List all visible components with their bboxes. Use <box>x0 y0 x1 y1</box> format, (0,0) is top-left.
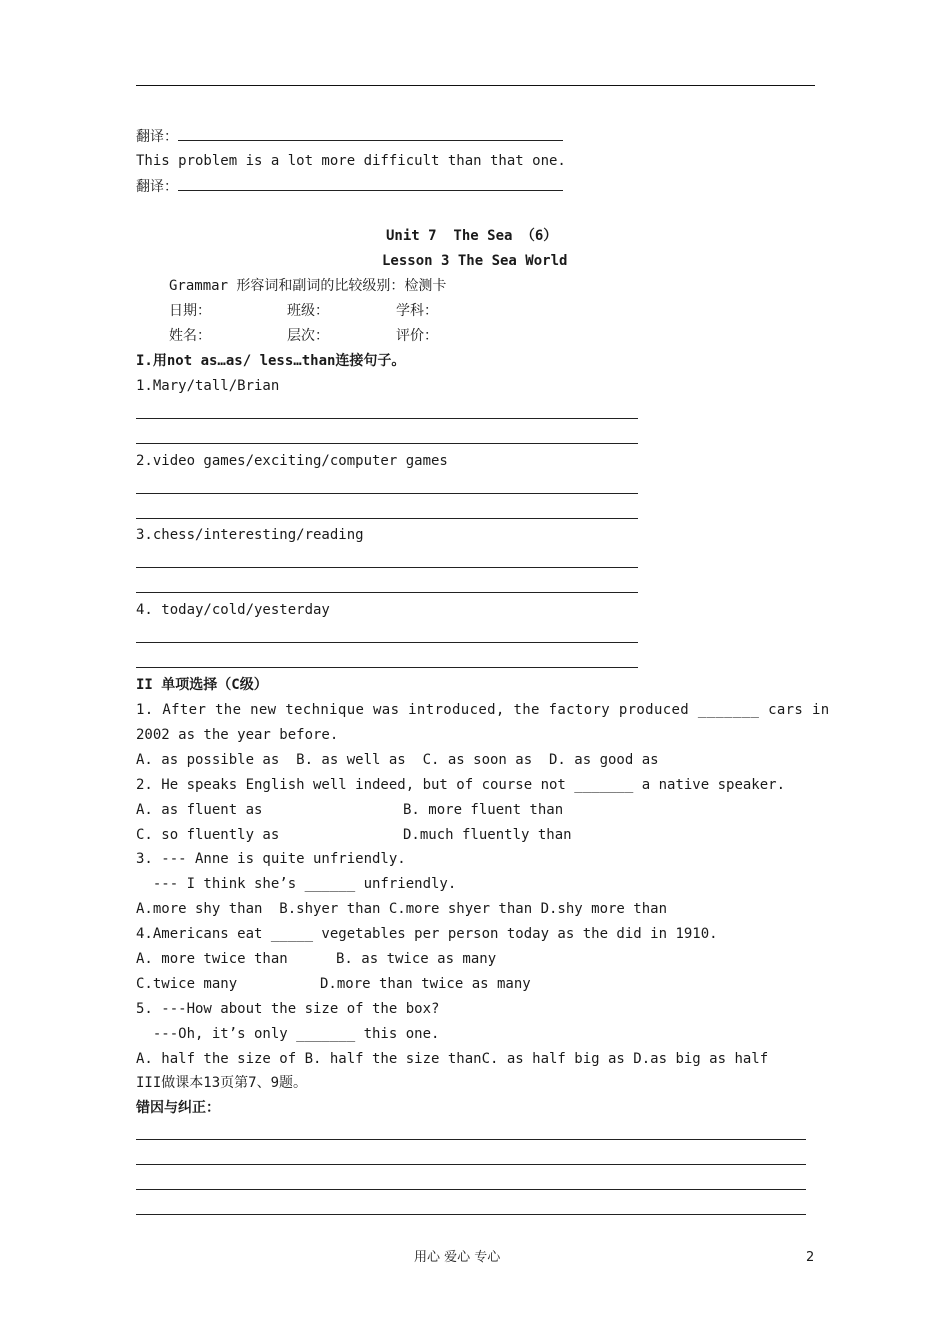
grammar-line: Grammar 形容词和副词的比较级别：检测卡 <box>169 278 447 294</box>
lesson-title: Lesson 3 The Sea World <box>382 253 568 269</box>
question-1-cont: 2002 as the year before. <box>136 727 339 743</box>
option-a: A. more twice than <box>136 951 288 967</box>
question-2: 2. He speaks English well indeed, but of course not _______ a native speaker. <box>136 777 786 793</box>
errors-title: 错因与纠正： <box>136 1100 220 1116</box>
translation-row-2 <box>136 176 563 197</box>
option-d: D.much fluently than <box>403 827 572 843</box>
correction-line[interactable] <box>136 1164 806 1165</box>
translation-blank[interactable] <box>178 176 563 191</box>
option-a: A. as fluent as <box>136 802 263 818</box>
question-5-reply: ---Oh, it’s only _______ this one. <box>136 1026 440 1042</box>
footer-motto: 用心 爱心 专心 <box>414 1250 501 1265</box>
correction-line[interactable] <box>136 1139 806 1140</box>
evaluation-label: 评价： <box>396 328 438 344</box>
option-c: C.twice many <box>136 976 238 992</box>
question-3-options: A.more shy than B.shyer than C.more shyer than D.shy more than <box>136 901 668 917</box>
option-d: D.more than twice as many <box>320 976 531 992</box>
correction-line[interactable] <box>136 1214 806 1215</box>
translation-blank[interactable] <box>178 126 563 141</box>
question-5-options: A. half the size of B. half the size thanC. as half big as D.as big as half <box>136 1051 769 1067</box>
date-label: 日期： <box>169 303 211 319</box>
answer-line[interactable] <box>136 642 638 643</box>
translation-sentence: This problem is a lot more difficult than that one. <box>136 153 566 169</box>
class-label: 班级： <box>287 303 329 319</box>
option-c: C. so fluently as <box>136 827 280 843</box>
answer-line[interactable] <box>136 567 638 568</box>
answer-line[interactable] <box>136 493 638 494</box>
question-5: 5. ---How about the size of the box? <box>136 1001 440 1017</box>
translation-label: 翻译： <box>136 179 178 195</box>
section1-item: 3.chess/interesting/reading <box>136 527 364 543</box>
section1-title: I.用not as…as/ less…than连接句子。 <box>136 353 406 369</box>
page-number: 2 <box>806 1250 815 1265</box>
correction-line[interactable] <box>136 1189 806 1190</box>
name-label: 姓名： <box>169 328 211 344</box>
section3-title: III做课本13页第7、9题。 <box>136 1075 308 1091</box>
question-3-reply: --- I think she’s ______ unfriendly. <box>136 876 457 892</box>
option-b: B. as twice as many <box>336 951 497 967</box>
translation-row-1 <box>136 126 563 147</box>
question-4: 4.Americans eat _____ vegetables per person today as the did in 1910. <box>136 926 718 942</box>
answer-line[interactable] <box>136 443 638 444</box>
level-label: 层次： <box>287 328 329 344</box>
subject-label: 学科： <box>396 303 438 319</box>
section2-title: II 单项选择（C级） <box>136 677 268 693</box>
section1-item: 2.video games/exciting/computer games <box>136 453 448 469</box>
unit-title: Unit 7 The Sea （6） <box>386 228 558 244</box>
question-1: 1. After the new technique was introduced, the factory produced _______ cars in <box>136 702 830 718</box>
answer-line[interactable] <box>136 667 638 668</box>
answer-line[interactable] <box>136 518 638 519</box>
question-1-options: A. as possible as B. as well as C. as soon as D. as good as <box>136 752 659 768</box>
section1-item: 1.Mary/tall/Brian <box>136 378 280 394</box>
section1-item: 4. today/cold/yesterday <box>136 602 330 618</box>
option-b: B. more fluent than <box>403 802 564 818</box>
answer-line[interactable] <box>136 592 638 593</box>
header-rule <box>136 85 815 86</box>
question-3: 3. --- Anne is quite unfriendly. <box>136 851 406 867</box>
answer-line[interactable] <box>136 418 638 419</box>
translation-label: 翻译： <box>136 129 178 145</box>
